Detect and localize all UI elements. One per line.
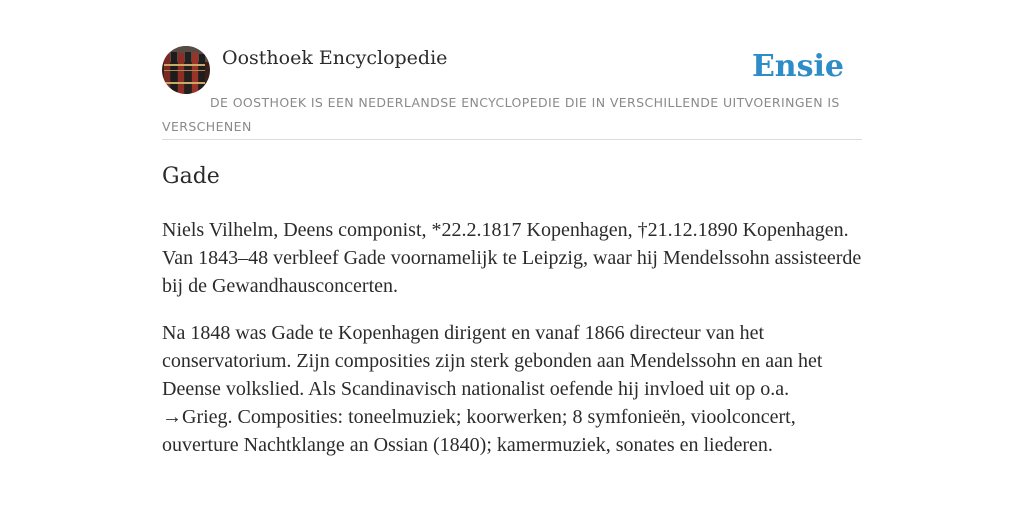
source-subtitle: DE OOSTHOEK IS EEN NEDERLANDSE ENCYCLOPEDIE DIE IN VERSCHILLENDE UITVOERINGEN IS VERSCHENEN [162, 95, 840, 134]
brand-logo[interactable]: Ensie [751, 49, 844, 84]
encyclopedia-books-icon[interactable] [162, 46, 210, 94]
entry-title: Gade [162, 164, 220, 189]
source-title[interactable]: Oosthoek Encyclopedie [222, 47, 448, 69]
entry-paragraph: Na 1848 was Gade te Kopenhagen dirigent en vanaf 1866 directeur van het conservatorium. Zijn composities zijn sterk gebonden aan Mendelssohn en aan het Deense volkslied. Als Scandinavisch nationalist oefende hij invloed uit op o.a. →Grieg. Composities: toneelmuziek; koorwerken; 8 symfonieën, vioolconcert, ouverture Nachtklange an Ossian (1840); kamermuziek, sonates en liederen. [162, 322, 823, 456]
header [162, 46, 862, 140]
entry-paragraph: Niels Vilhelm, Deens componist, *22.2.1817 Kopenhagen, †21.12.1890 Kopenhagen. Van 1843–48 verbleef Gade voornamelijk te Leipzig, waar hij Mendelssohn assisteerde bij de Gewandhausconcerten. [162, 219, 862, 297]
